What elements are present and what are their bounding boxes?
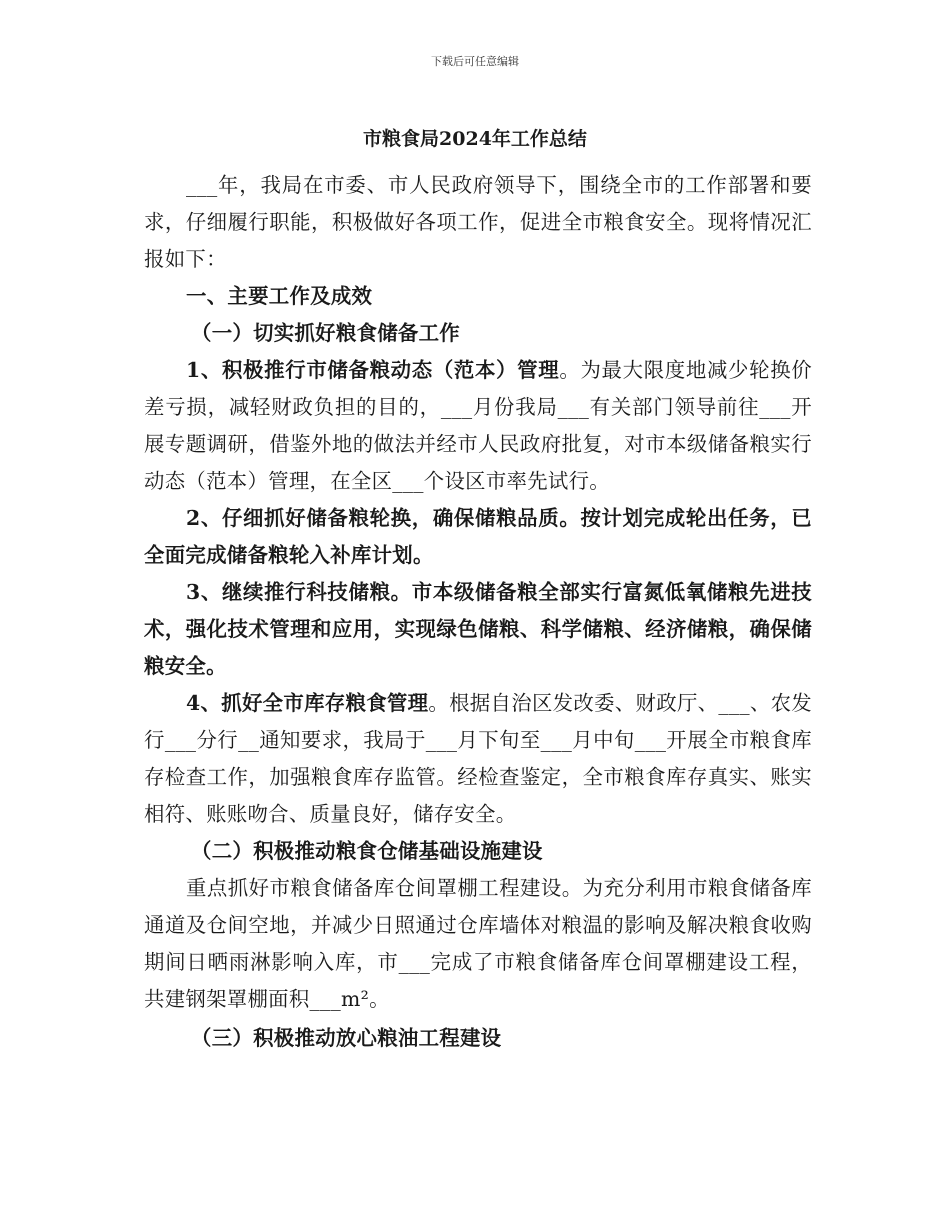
document-title: 市粮食局2024年工作总结 [363,128,587,150]
paragraph-item-5: 重点抓好市粮食储备库仓间罩棚工程建设。为充分利用市粮食储备库通道及仓间空地，并减少日照通过仓库墙体对粮温的影响及解决粮食收购期间日晒雨淋影响入库，市___完成了市粮食储备库仓间罩棚建设工程，共建钢架罩棚面积___m²。 [144,876,812,1011]
section-heading-1: 一、主要工作及成效 [186,284,373,308]
item-1-text: 。为最大限度地减少轮换价差亏损，减轻财政负担的目的，___月份我局___有关部门领导前往___开展专题调研，借鉴外地的做法并经市人民政府批复，对市本级储备粮实行动态（范本）管理，在全区___个设区市率先试行。 [144,358,812,493]
item-4-text: 。根据自治区发改委、财政厅、___、农发行___分行__通知要求，我局于___月下旬至___月中旬___开展全市粮食库存检查工作，加强粮食库存监管。经检查鉴定，全市粮食库存真实、账实相符、账账吻合、质量良好，储存安全。 [144,691,812,826]
paragraph-item-1 [144,352,812,500]
item-4-lead: 4、抓好全市库存粮食管理 [186,691,429,715]
paragraph-item-4 [144,685,812,833]
paragraph-item-2: 2、仔细抓好储备粮轮换，确保储粮品质。按计划完成轮出任务，已全面完成储备粮轮入补库计划。 [144,506,812,567]
subsection-heading-3: （三）积极推动放心粮油工程建设 [191,1026,502,1050]
document-body [144,167,812,1057]
paragraph-item-3: 3、继续推行科技储粮。市本级储备粮全部实行富氮低氧储粮先进技术，强化技术管理和应用，实现绿色储粮、科学储粮、经济储粮，确保储粮安全。 [144,580,812,678]
intro-paragraph: ___年，我局在市委、市人民政府领导下，围绕全市的工作部署和要求，仔细履行职能，积极做好各项工作，促进全市粮食安全。现将情况汇报如下： [144,173,812,271]
subsection-heading-1: （一）切实抓好粮食储备工作 [191,321,460,345]
page-header: 下载后可任意编辑 [431,55,519,68]
subsection-heading-2: （二）积极推动粮食仓储基础设施建设 [191,839,543,863]
item-1-lead: 1、积极推行市储备粮动态（范本）管理 [186,358,560,382]
